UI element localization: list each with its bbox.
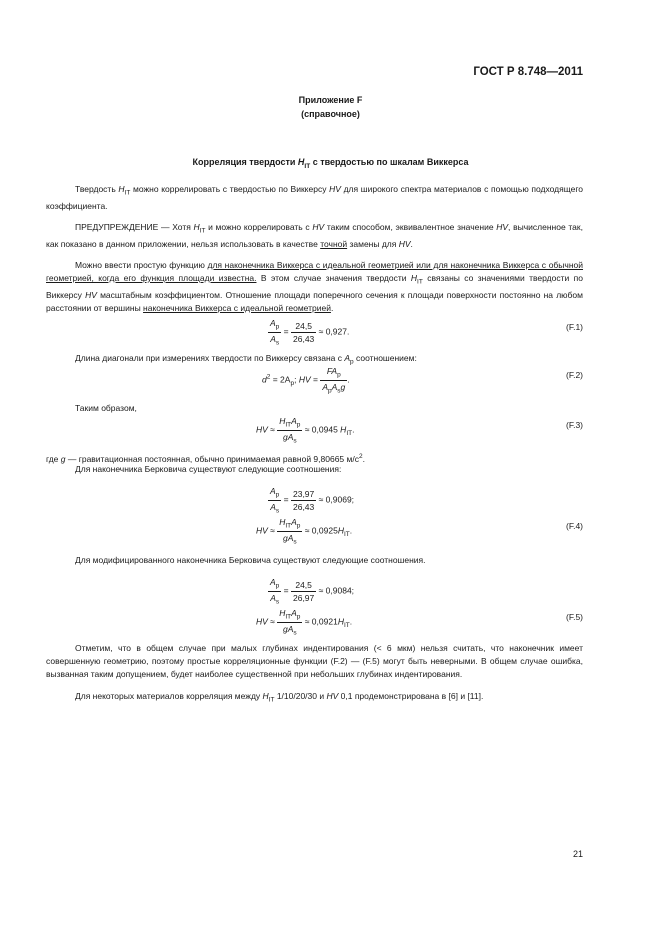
equation-f5-line2: HV ≈ $\frac{H_{IT}A_p}{gA_s}$ ≈ $0,0921H_{IT}$. bbox=[256, 608, 353, 637]
equation-f3: HV ≈ $\frac{H_{IT}A_p}{gA_s}$ ≈ 0,0945 $H_{IT}$. bbox=[256, 416, 355, 445]
equation-f5-line1: $\frac{A_p}{A_s}$ = $\frac{24,5}{26,97}$ ≈ 0,9084; bbox=[270, 577, 355, 606]
paragraph-5: Таким образом, bbox=[75, 403, 137, 413]
equation-number-f1: (F.1) bbox=[566, 322, 583, 332]
paragraph-7: Для наконечника Берковича существуют следующие соотношения: bbox=[75, 464, 342, 474]
equation-number-f2: (F.2) bbox=[566, 370, 583, 380]
paragraph-10: Для некоторых материалов корреляция между $H_{IT}$ 1/10/20/30 и HV 0,1 продемонстрирована в [6] и [11]. bbox=[75, 691, 484, 704]
paragraph-4: Длина диагонали при измерениях твердости по Виккерсу связана с $A_p$ соотношением: bbox=[75, 353, 417, 366]
equation-f4-line1: $\frac{A_p}{A_s}$ = $\frac{23,97}{26,43}$ ≈ 0,9069; bbox=[270, 486, 355, 515]
appendix-subtitle: (справочное) bbox=[301, 109, 360, 119]
equation-number-f4: (F.4) bbox=[566, 521, 583, 531]
equation-number-f3: (F.3) bbox=[566, 420, 583, 430]
paragraph-3: Можно ввести простую функцию для наконечника Виккерса с идеальной геометрией или для наконечника Виккерса с обычной геометрией, когда его функция площади известна. В этом случае значения твердости $H_{IT}$ связаны со значениями твердости по Виккерсу HV масштабным коэффициентом. Отношение площади поперечного сечения к площади поверхности постоянно на любом расстоянии от вершины наконечника Виккерса с идеальной геометрией. bbox=[46, 260, 584, 313]
page-number: 21 bbox=[572, 849, 583, 859]
equation-number-f5: (F.5) bbox=[566, 612, 583, 622]
paragraph-9: Отметим, что в общем случае при малых глубинах индентирования (< 6 мкм) нельзя считать, что наконечник имеет совершенную геометрию, поэтому простые корреляционные функции (F.2) — (F.5) могут быть неверными. В общем случае ошибка, вызванная таким допущением, будет наиболее существенной при небольших глубинах индентирования. bbox=[46, 643, 583, 679]
warning-paragraph: ПРЕДУПРЕЖДЕНИЕ — Хотя $H_{IT}$ и можно коррелировать с HV таким способом, эквивалентное значение HV, вычисленное так, как показано в данном приложении, нельзя использовать в качестве точной замены для HV. bbox=[46, 222, 583, 249]
equation-f4-line2: HV ≈ $\frac{H_{IT}A_p}{gA_s}$ ≈ $0,0925H_{IT}$. bbox=[256, 517, 353, 546]
paragraph-1: Твердость $H_{IT}$ можно коррелировать с твердостью по Виккерсу HV для широкого спектра материалов с помощью подходящего коэффициента. bbox=[46, 184, 583, 211]
section-title: Корреляция твердости $H_{IT}$ с твердостью по шкалам Виккерса bbox=[192, 157, 469, 170]
equation-f2: $d^2 = 2A_p$; HV = $\frac{FA_p}{A_pA_sg}$ . bbox=[262, 366, 350, 395]
equation-f1: $\frac{A_p}{A_s}$ = $\frac{24,5}{26,43}$ ≈ 0,927. bbox=[270, 318, 350, 347]
appendix-title: Приложение F bbox=[298, 95, 363, 105]
standard-number: ГОСТ Р 8.748—2011 bbox=[473, 66, 583, 78]
paragraph-8: Для модифицированного наконечника Берковича существуют следующие соотношения. bbox=[75, 555, 426, 565]
paragraph-6: где g — гравитационная постоянная, обычно принимаемая равной 9,80665 $м/с^2$. bbox=[46, 453, 365, 464]
